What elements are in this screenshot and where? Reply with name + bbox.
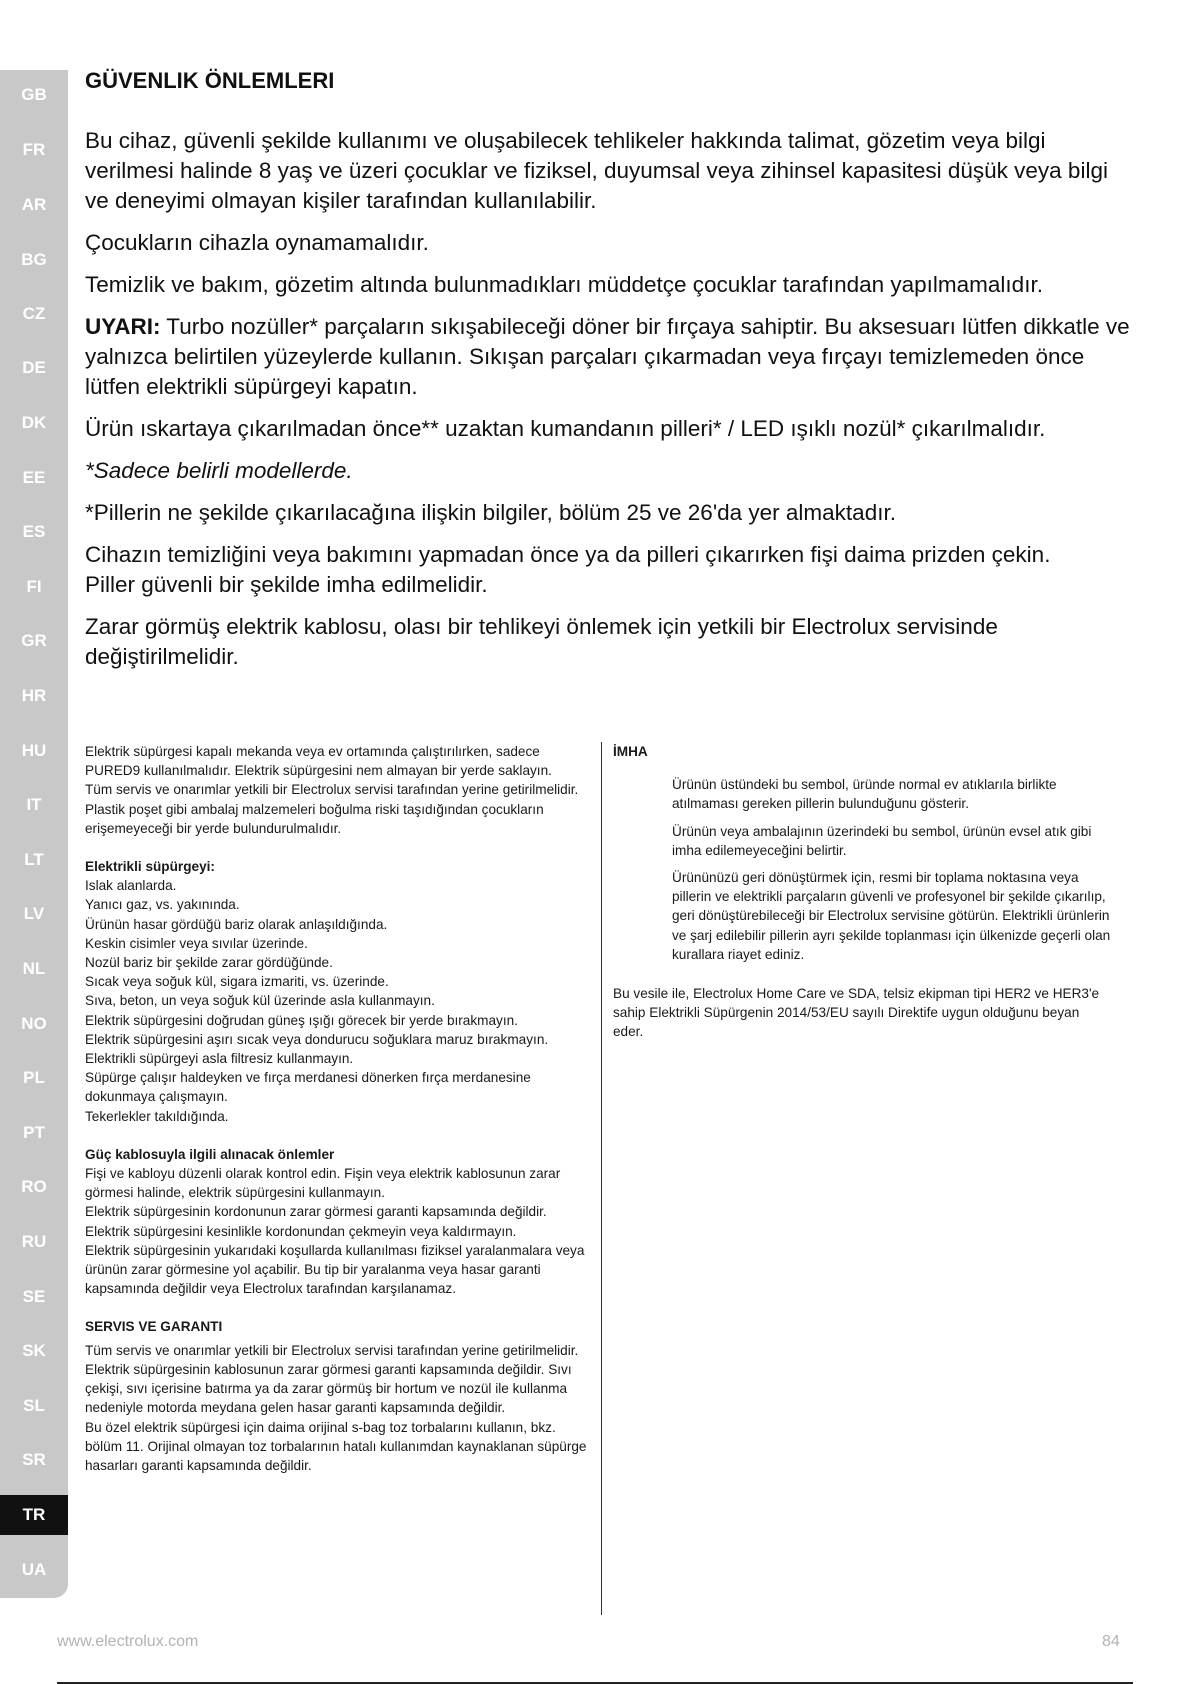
vacuum-item: Sıcak veya soğuk kül, sigara izmariti, vs. üzerinde. <box>85 974 389 990</box>
intro-paragraph: *Pillerin ne şekilde çıkarılacağına ilişkin bilgiler, bölüm 25 ve 26'da yer almaktadır. <box>85 500 896 525</box>
lang-tab-lt[interactable]: LT <box>24 850 44 869</box>
lang-tab-hu[interactable]: HU <box>21 741 47 760</box>
intro-paragraph: Zarar görmüş elektrik kablosu, olası bir tehlikeyi önlemek için yetkili bir Electrolux servisinde değiştirilmelidir. <box>85 614 998 669</box>
service-item: Tüm servis ve onarımlar yetkili bir Electrolux servisi tarafından yerine getirilmelidir. <box>85 1342 579 1358</box>
intro-paragraph: Cihazın temizliğini veya bakımını yapmadan önce ya da pilleri çıkarırken fişi daima prizden çekin. <box>85 542 1051 567</box>
intro-paragraph: Bu cihaz, güvenli şekilde kullanımı ve oluşabilecek tehlikeler hakkında talimat, gözetim veya bilgi verilmesi halinde 8 yaş ve üzeri çocuklar ve fiziksel, duyumsal veya zihinsel kapasitesi düşük veya bilgi ve deneyimi olmayan kişiler tarafından kullanılabilir. <box>85 128 1108 213</box>
lang-tab-ar[interactable]: AR <box>21 195 47 214</box>
disposal-item: Ürünün veya ambalajının üzerindeki bu sembol, ürünün evsel atık gibi imha edilemeyeceğini belirtir. <box>672 823 1092 858</box>
conformity-declaration: Bu vesile ile, Electrolux Home Care ve SDA, telsiz ekipman tipi HER2 ve HER3'e sahip Elektrikli Süpürgenin 2014/53/EU sayılı Direktife uygun olduğunu beyan eder. <box>613 986 1100 1040</box>
vacuum-item: Ürünün hasar gördüğü bariz olarak anlaşıldığında. <box>85 916 388 932</box>
warning-text: Turbo nozüller* parçaların sıkışabileceği döner bir fırçaya sahiptir. Bu aksesuarı lütfen dikkatle ve yalnızca belirtilen yüzeylerde kullanın. Sıkışan parçaları çıkarmadan veya fırçayı temizlemeden önce lütfen elektrikli süpürgeyi kapatın. <box>85 314 1130 399</box>
vacuum-item: Elektrik süpürgesini doğrudan güneş ışığı görecek bir yerde bırakmayın. <box>85 1012 518 1028</box>
lang-tab-ro[interactable]: RO <box>21 1177 47 1196</box>
power-cord-item: Fişi ve kabloyu düzenli olarak kontrol edin. Fişin veya elektrik kablosunun zarar görmesi halinde, elektrik süpürgesini kullanmayın. <box>85 1166 561 1201</box>
lang-tab-ee[interactable]: EE <box>22 468 46 487</box>
lang-tab-sl[interactable]: SL <box>23 1396 45 1415</box>
intro-paragraph: Ürün ıskartaya çıkarılmadan önce** uzaktan kumandanın pilleri* / LED ışıklı nozül* çıkarılmalıdır. <box>85 416 1046 441</box>
lang-tab-it[interactable]: IT <box>26 795 42 814</box>
lang-tab-pl[interactable]: PL <box>23 1068 45 1087</box>
service-item: Bu özel elektrik süpürgesi için daima orijinal s-bag toz torbalarını kullanın, bkz. bölüm 11. Orijinal olmayan toz torbalarının hatalı kullanımdan kaynaklanan süpürge hasarları garanti kapsamında değildir. <box>85 1419 587 1473</box>
general-text: Elektrik süpürgesi kapalı mekanda veya ev ortamında çalıştırılırken, sadece PURED9 kullanılmalıdır. Elektrik süpürgesini nem almayan bir yerde saklayın. <box>85 744 552 779</box>
general-text: Plastik poşet gibi ambalaj malzemeleri boğulma riski taşıdığından çocukların erişemeyeceği bir yerde bulundurulmalıdır. <box>85 801 544 836</box>
vacuum-item: Keskin cisimler veya sıvılar üzerinde. <box>85 935 308 951</box>
lang-tab-fi[interactable]: FI <box>26 577 42 596</box>
disposal-heading: İMHA <box>613 744 648 759</box>
intro-paragraph: Çocukların cihazla oynamamalıdır. <box>85 230 429 255</box>
page-number: 84 <box>1102 1633 1120 1650</box>
lang-tab-no[interactable]: NO <box>21 1014 47 1033</box>
warning-label: UYARI: <box>85 314 161 339</box>
lang-tab-sr[interactable]: SR <box>22 1450 46 1469</box>
service-item: Elektrik süpürgesinin kablosunun zarar görmesi garanti kapsamında değildir. Sıvı çekişi, sıvı içerisine batırma ya da zarar görmüş bir hortum ve nozül ile kullanma nedeniyle motorda meydana gelen hasar garanti kapsamında değildir. <box>85 1361 572 1416</box>
lang-tab-fr[interactable]: FR <box>22 140 46 159</box>
lang-tab-hr[interactable]: HR <box>21 686 47 705</box>
service-heading: SERVIS VE GARANTI <box>85 1319 223 1335</box>
power-cord-item: Elektrik süpürgesinin yukarıdaki koşullarda kullanılması fiziksel yaralanmalara veya ürünün zarar görmesine yol açabilir. Bu tip bir yaralanma veya hasar garanti kapsamında değildir veya Electrolux tarafından karşılanamaz. <box>85 1242 585 1297</box>
vacuum-item: Elektrikli süpürgeyi asla filtresiz kullanmayın. <box>85 1051 354 1067</box>
intro-paragraph: Piller güvenli bir şekilde imha edilmelidir. <box>85 572 488 597</box>
vacuum-item: Tekerlekler takıldığında. <box>85 1108 229 1124</box>
vacuum-item: Elektrik süpürgesini aşırı sıcak veya dondurucu soğuklara maruz bırakmayın. <box>85 1031 549 1047</box>
footer-url[interactable]: www.electrolux.com <box>57 1633 199 1650</box>
vacuum-heading: Elektrikli süpürgeyi: <box>85 859 215 875</box>
safety-intro <box>85 126 1135 684</box>
warning-paragraph <box>85 312 1135 402</box>
lang-tab-lv[interactable]: LV <box>23 904 45 923</box>
lang-tab-sk[interactable]: SK <box>22 1341 46 1360</box>
lang-tab-dk[interactable]: DK <box>21 413 47 432</box>
lang-tab-ru[interactable]: RU <box>21 1232 47 1251</box>
vacuum-item: Yanıcı gaz, vs. yakınında. <box>85 897 240 913</box>
power-cord-item: Elektrik süpürgesinin kordonunun zarar görmesi garanti kapsamında değildir. <box>85 1204 547 1220</box>
lang-tab-de[interactable]: DE <box>22 358 46 377</box>
power-cord-heading: Güç kablosuyla ilgili alınacak önlemler <box>85 1146 335 1162</box>
column-divider <box>601 742 602 1615</box>
lang-tab-cz[interactable]: CZ <box>22 304 46 323</box>
lang-tab-tr-active[interactable]: TR <box>0 1495 68 1535</box>
lang-tab-ua[interactable]: UA <box>21 1560 47 1579</box>
right-column <box>613 742 1113 1042</box>
disposal-item: Ürünün üstündeki bu sembol, üründe normal ev atıklarıla birlikte atılmaması gereken pillerin bulunduğunu gösterir. <box>672 777 1057 812</box>
lang-tab-gb[interactable]: GB <box>21 85 47 104</box>
vacuum-item: Süpürge çalışır haldeyken ve fırça merdanesi dönerken fırça merdanesine dokunmaya çalışmayın. <box>85 1070 531 1105</box>
left-column <box>85 742 590 1475</box>
page-title: GÜVENLIK ÖNLEMLERI <box>85 68 335 93</box>
lang-tab-nl[interactable]: NL <box>22 959 46 978</box>
lang-tab-pt[interactable]: PT <box>23 1123 45 1142</box>
intro-paragraph: Temizlik ve bakım, gözetim altında bulunmadıkları müddetçe çocuklar tarafından yapılmamalıdır. <box>85 272 1043 297</box>
language-sidebar <box>0 70 68 1598</box>
lang-tab-se[interactable]: SE <box>22 1287 46 1306</box>
vacuum-item: Islak alanlarda. <box>85 878 177 894</box>
lang-tab-gr[interactable]: GR <box>21 631 47 650</box>
power-cord-item: Elektrik süpürgesini kesinlikle kordonundan çekmeyin veya kaldırmayın. <box>85 1223 517 1239</box>
models-note: *Sadece belirli modellerde. <box>85 458 353 483</box>
lang-tab-es[interactable]: ES <box>22 522 46 541</box>
disposal-item: Ürününüzü geri dönüştürmek için, resmi bir toplama noktasına veya pillerin ve elektrikli parçaların güvenli ve profesyonel bir şekilde çıkarılıp, geri dönüştürebileceği bir Electrolux servisine götürün. Elektrikli ürünlerin ve şarj edilebilir pillerin ayrı şekilde toplanması için ülkenizde geçerli olan kurallara riayet ediniz. <box>672 870 1111 962</box>
lang-tab-bg[interactable]: BG <box>21 250 47 269</box>
general-text: Tüm servis ve onarımlar yetkili bir Electrolux servisi tarafından yerine getirilmelidir. <box>85 782 579 798</box>
vacuum-item: Nozül bariz bir şekilde zarar gördüğünde. <box>85 955 333 971</box>
vacuum-item: Sıva, beton, un veya soğuk kül üzerinde asla kullanmayın. <box>85 993 435 1009</box>
